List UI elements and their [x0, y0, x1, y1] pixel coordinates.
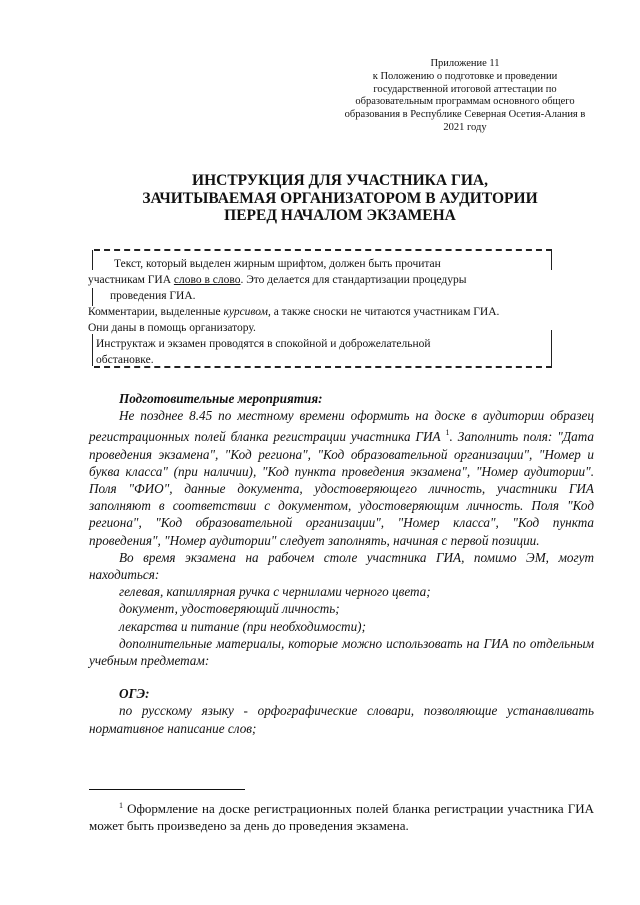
appendix-header — [340, 58, 590, 135]
note-line: обстановке. — [96, 354, 154, 366]
note-box-right-bar — [551, 250, 552, 270]
note-box-left-bar — [92, 250, 93, 270]
note-box-right-bar — [551, 350, 552, 368]
italic-word: курсивом — [223, 306, 268, 318]
section-heading-oge: ОГЭ: — [119, 686, 150, 702]
footnote-separator — [89, 789, 245, 790]
note-line: Они даны в помощь организатору. — [88, 322, 256, 334]
title-line-2: ЗАЧИТЫВАЕМАЯ ОРГАНИЗАТОРОМ В АУДИТОРИИ — [142, 189, 538, 207]
title-line-1: ИНСТРУКЦИЯ ДЛЯ УЧАСТНИКА ГИА, — [192, 172, 488, 189]
appendix-reference: к Положению о подготовке и проведении государственной итоговой аттестации по образовательным программам основного общего образования в Республике Северная Осетия-Алания в 2021 году — [344, 70, 586, 133]
note-box-left-bar — [92, 334, 93, 366]
list-item: гелевая, капиллярная ручка с чернилами черного цвета; — [119, 584, 431, 600]
footnote-text: Оформление на доске регистрационных полей бланка регистрации участника ГИА может быть произведено за день до проведения экзамена. — [89, 801, 594, 833]
document-title — [110, 172, 570, 225]
note-line: Инструктаж и экзамен проводятся в спокойной и доброжелательной — [96, 338, 431, 350]
note-line: участникам ГИА слово в слово. Это делается для стандартизации процедуры — [88, 274, 467, 286]
instruction-note-box — [88, 244, 558, 372]
paragraph: Не позднее 8.45 по местному времени оформить на доске в аудитории образец регистрационных полей бланка регистрации участника ГИА $^1$. Заполнить поля: "Дата проведения экзамена", "Код региона", "Код образовательной организации", "Номер и буква класса" (при наличии), "Код пункта проведения экзамена", "Номер аудитории". Поля "ФИО", данные документа, удостоверяющего личность, участники ГИА заполняют в соответствии с документом, удостоверяющим личность. Поля "Код региона", "Код образовательной организации", "Номер класса", "Код пункта проведения", "Номер аудитории" следует заполнять, начиная с первой позиции. — [89, 408, 595, 548]
note-line: Текст, который выделен жирным шрифтом, должен быть прочитан — [114, 258, 441, 270]
note-line: проведения ГИА. — [110, 290, 196, 302]
footnote — [89, 797, 594, 834]
note-box-right-bar — [551, 330, 552, 350]
footnote-reference: 1 — [445, 428, 450, 438]
instruction-body — [89, 390, 594, 737]
list-item: дополнительные материалы, которые можно использовать на ГИА по отдельным учебным предметам: — [89, 635, 594, 669]
title-line-3: ПЕРЕД НАЧАЛОМ ЭКЗАМЕНА — [224, 207, 456, 224]
note-box-bottom-border — [94, 366, 552, 368]
paragraph: Во время экзамена на рабочем столе участника ГИА, помимо ЭМ, могут находиться: — [89, 549, 594, 583]
list-item: лекарства и питание (при необходимости); — [119, 618, 366, 634]
note-box-top-border — [94, 249, 552, 251]
section-heading-preparation: Подготовительные мероприятия: — [119, 391, 323, 406]
footnote-marker: 1 — [119, 801, 123, 810]
note-box-left-bar — [92, 288, 93, 306]
appendix-number: Приложение 11 — [430, 58, 500, 69]
list-item: документ, удостоверяющий личность; — [119, 601, 340, 617]
paragraph: по русскому языку - орфографические словари, позволяющие устанавливать нормативное написание слов; — [89, 703, 594, 736]
underlined-phrase: слово в слово — [173, 274, 241, 286]
note-line: Комментарии, выделенные курсивом, а также сноски не читаются участникам ГИА. — [88, 306, 500, 318]
